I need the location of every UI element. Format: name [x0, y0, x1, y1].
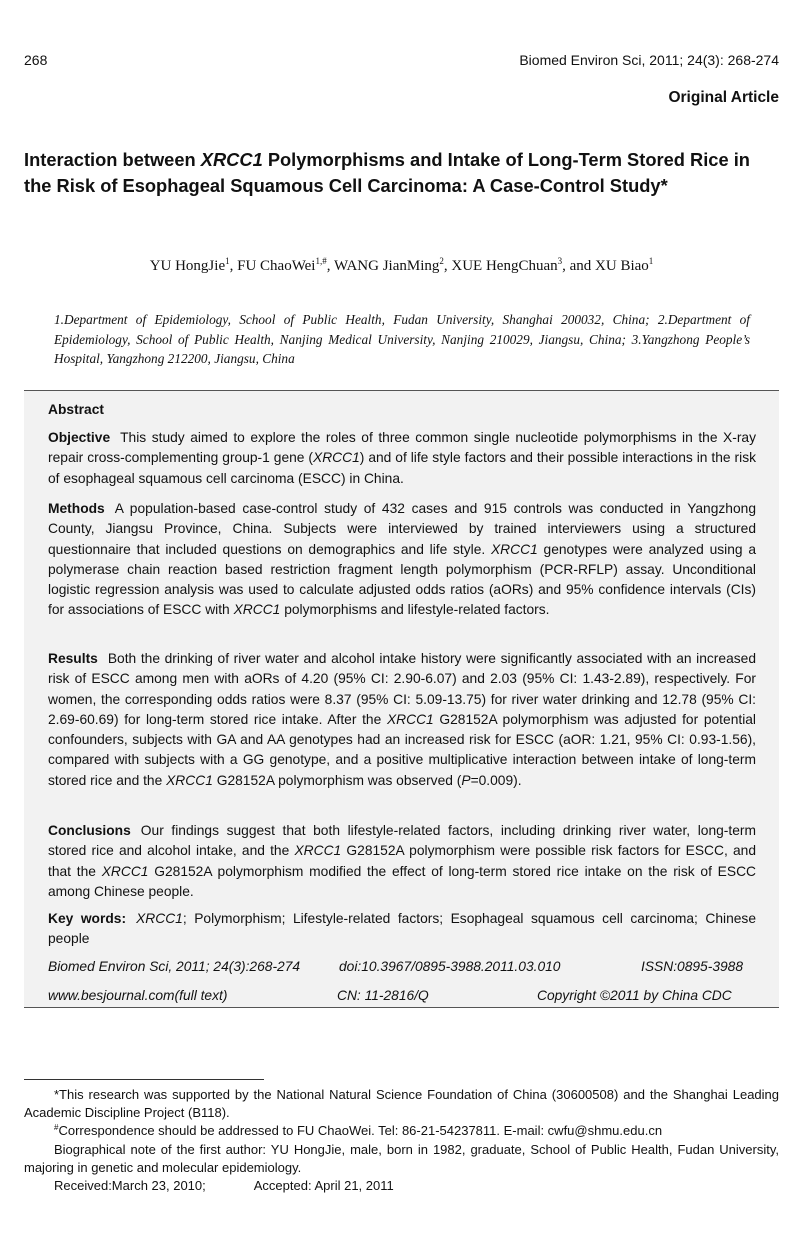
author-affiliation-mark: 1 — [648, 256, 654, 266]
section-label: Methods — [48, 501, 105, 516]
text-run: =0.009). — [470, 772, 522, 788]
abstract-conclusions — [48, 821, 756, 902]
abstract-methods — [48, 499, 756, 621]
correspondence-note: #Correspondence should be addressed to FU ChaoWei. Tel: 86-21-54237811. E-mail: cwfu@shmu.edu.cn — [54, 1123, 663, 1139]
italic-term: XRCC1 — [233, 602, 281, 618]
citation-issn: ISSN:0895-3988 — [641, 959, 744, 974]
italic-term: XRCC1 — [386, 711, 434, 727]
text-run: genotypes were analyzed using a polymerase chain reaction based restriction fragment length polymorphism (PCR-RFLP) assay. Unconditional logistic regression analysis was used to calculate adjusted odds ratios (aORs) and 95% confidence intervals (CIs) for associations of ESCC with — [48, 541, 756, 618]
accepted-date: Accepted: April 21, 2011 — [253, 1178, 394, 1194]
italic-term: P — [461, 772, 471, 788]
title-part-2: Polymorphisms and Intake of Long-Term Stored Rice in the Risk of Esophageal Squamous Cell Carcinoma: A Case-Control Study* — [24, 149, 750, 196]
author-separator: , and — [562, 258, 596, 274]
author-affiliation-mark: 3 — [557, 256, 563, 266]
abstract-results — [48, 649, 756, 791]
author-separator: , — [326, 258, 334, 274]
abstract-objective — [48, 428, 756, 489]
author-separator: , — [229, 258, 238, 274]
author-name: XUE HengChuan — [451, 258, 558, 274]
title-part-1: Interaction between — [24, 149, 201, 170]
text-run: Our findings suggest that both lifestyle-related factors, including drinking river water, long-term stored rice and alcohol intake, and the — [48, 823, 756, 859]
citation-doi: doi:10.3967/0895-3988.2011.03.010 — [339, 959, 561, 974]
text-run: A population-based case-control study of 432 cases and 915 controls was conducted in Yangzhong County, Jiangsu Province, China. Subjects were interviewed by trained interviewers using a structured questionnaire that included questions on demographics and life style. — [48, 501, 756, 557]
dates-note — [24, 1177, 779, 1195]
italic-term: XRCC1 — [101, 863, 149, 879]
abstract-heading: Abstract — [48, 402, 104, 417]
citation-cn: CN: 11-2816/Q — [337, 988, 429, 1003]
citation-website[interactable]: www.besjournal.com(full text) — [48, 988, 228, 1003]
author-affiliation-mark: 1 — [225, 256, 230, 266]
text-run: ; Polymorphism; Lifestyle-related factors; Esophageal squamous cell carcinoma; Chinese people — [48, 911, 756, 947]
author-name: WANG JianMing — [333, 258, 440, 274]
text-run: ) and of life style factors and their possible interactions in the risk of esophageal squamous cell carcinoma (ESCC) in China. — [48, 450, 756, 486]
section-label: Key words: — [48, 911, 127, 926]
italic-term: XRCC1 — [136, 911, 183, 926]
text-run: G28152A polymorphism was observed ( — [212, 772, 462, 788]
author-list — [0, 258, 803, 275]
italic-term: XRCC1 — [313, 450, 360, 466]
biographical-note: Biographical note of the first author: YU HongJie, male, born in 1982, graduate, School of Public Health, Fudan University, majoring in genetic and molecular epidemiology. — [24, 1141, 779, 1175]
author-name: FU ChaoWei — [237, 258, 316, 274]
text-run: polymorphisms and lifestyle-related factors. — [280, 602, 550, 618]
author-separator: , — [443, 258, 452, 274]
section-label: Objective — [48, 430, 111, 445]
journal-reference: Biomed Environ Sci, 2011; 24(3): 268-274 — [519, 52, 779, 68]
title-gene: XRCC1 — [200, 149, 263, 170]
text-run: This study aimed to explore the roles of three common single nucleotide polymorphisms in the X-ray repair cross-complementing group-1 gene ( — [48, 430, 756, 466]
article-title — [24, 147, 779, 199]
received-date: Received:March 23, 2010; — [54, 1178, 206, 1194]
author-name: XU Biao — [595, 258, 649, 274]
author-name: YU HongJie — [149, 258, 226, 274]
section-label: Conclusions — [48, 823, 131, 838]
abstract-keywords — [48, 909, 756, 950]
citation-journal: Biomed Environ Sci, 2011; 24(3):268-274 — [48, 959, 301, 974]
italic-term: XRCC1 — [166, 772, 213, 788]
author-affiliation-mark: 1,# — [315, 256, 327, 266]
abstract-box — [24, 390, 779, 1008]
affiliations: 1.Department of Epidemiology, School of Public Health, Fudan University, Shanghai 200032, China; 2.Department of Epidemiology, School of Public Health, Nanjing Medical University, Nanjing 210029, Jiangsu, China; 3.Yangzhong People’s Hospital, Yangzhong 212200, Jiangsu, China — [54, 312, 750, 366]
citation-copyright: Copyright ©2011 by China CDC — [537, 988, 732, 1003]
section-label: Results — [48, 651, 98, 666]
italic-term: XRCC1 — [490, 541, 538, 557]
footnotes — [24, 1086, 779, 1195]
text-run: G28152A polymorphism were possible risk factors for ESCC, and that the — [48, 843, 756, 879]
page-number: 268 — [24, 52, 48, 68]
text-run: G28152A polymorphism was adjusted for potential confounders, subjects with GA and AA genotypes had an increased risk for ESCC (aOR: 1.21, 95% CI: 0.93-1.56), compared with subjects with a GG genotype, and a positive multiplicative interaction between intake of long-term stored rice and the — [48, 711, 757, 788]
correspondence-mark: # — [54, 1123, 59, 1133]
text-run: Both the drinking of river water and alcohol intake history were significantly associated with an increased risk of ESCC among men with aORs of 4.20 (95% CI: 2.90-6.07) and 2.03 (95% CI: 1.43-2.89), respectively. For women, the corresponding odds ratios were 8.37 (95% CI: 5.09-13.75) for river water drinking and 12.78 (95% CI: 2.69-60.69) for long-term stored rice intake. After the — [48, 651, 756, 727]
funding-note: *This research was supported by the National Natural Science Foundation of China (30600508) and the Shanghai Leading Academic Discipline Project (B118). — [24, 1087, 779, 1121]
footnote-rule — [24, 1079, 264, 1080]
italic-term: XRCC1 — [294, 843, 342, 859]
author-affiliation-mark: 2 — [439, 256, 444, 266]
text-run: G28152A polymorphism modified the effect of long-term stored rice intake on the risk of ESCC among Chinese people. — [48, 863, 756, 899]
article-type: Original Article — [668, 89, 779, 106]
